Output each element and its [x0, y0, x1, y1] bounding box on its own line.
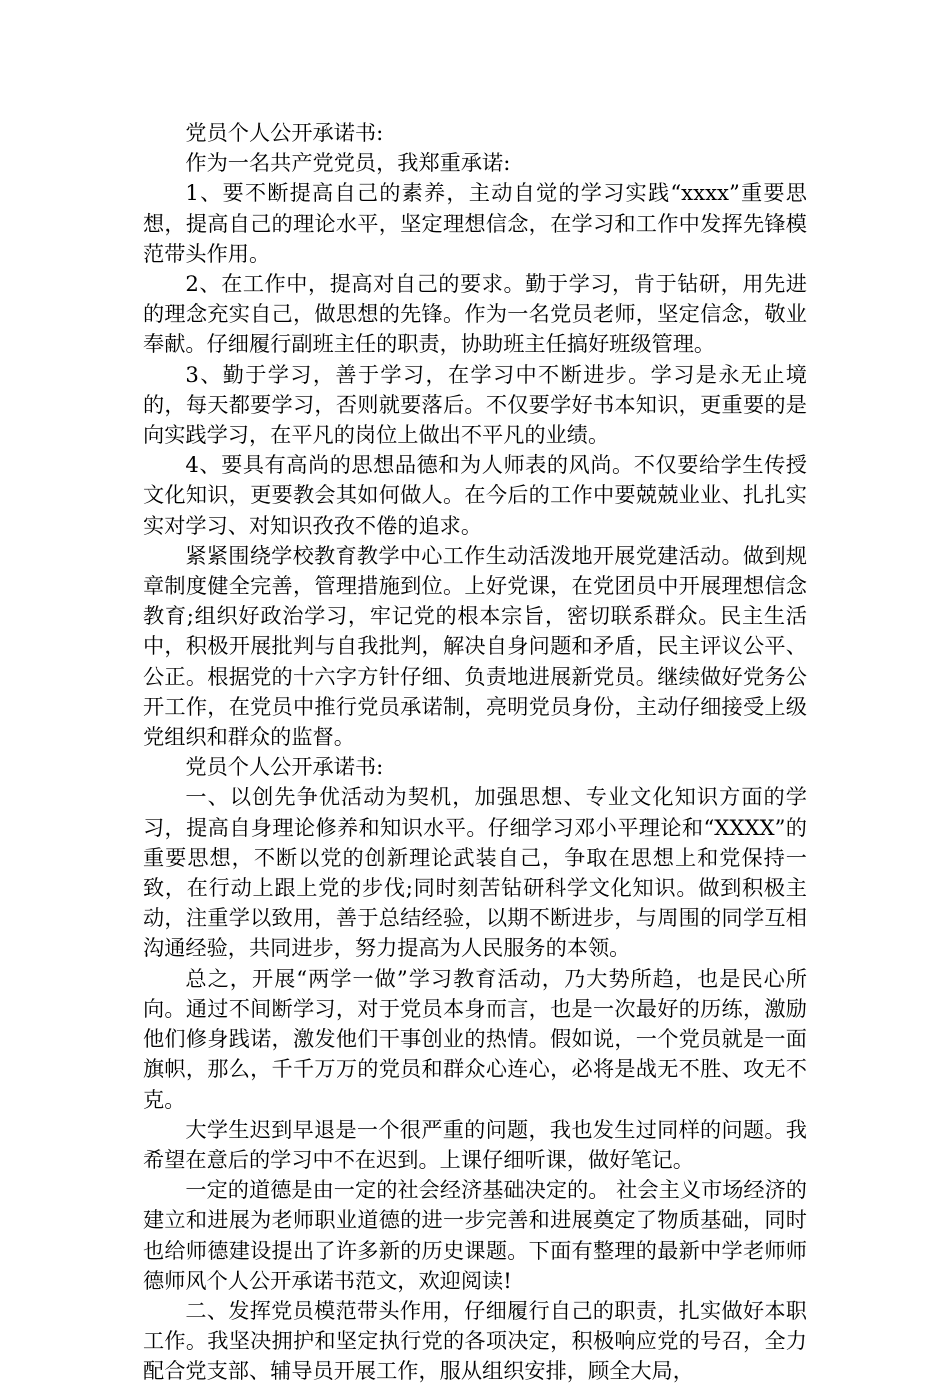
heading-paragraph: 党员个人公开承诺书:	[185, 754, 384, 780]
paragraph: 2、在工作中，提高对自己的要求。勤于学习，肯于钻研，用先进的理念充实自己，做思想的先锋。作为一名党员老师，坚定信念，敬业奉献。仔细履行副班主任的职责，协助班主任搞好班级管理。	[143, 271, 807, 357]
paragraph: 一定的道德是由一定的社会经济基础决定的。 社会主义市场经济的建立和进展为老师职业道德的进一步完善和进展奠定了物质基础，同时也给师德建设提出了许多新的历史课题。下面有整理的最新中学老师师德师风个人公开承诺书范文，欢迎阅读!	[143, 1177, 807, 1293]
paragraph: 二、发挥党员模范带头作用，仔细履行自己的职责，扎实做好本职工作。我坚决拥护和坚定执行党的各项决定，积极响应党的号召，全力配合党支部、辅导员开展工作，服从组织安排，顾全大局，	[143, 1297, 807, 1384]
paragraph: 作为一名共产党党员，我郑重承诺:	[185, 150, 511, 176]
paragraph: 紧紧围绕学校教育教学中心工作生动活泼地开展党建活动。做到规章制度健全完善，管理措施到位。上好党课，在党团员中开展理想信念教育;组织好政治学习，牢记党的根本宗旨，密切联系群众。民主生活中，积极开展批判与自我批判，解决自身问题和矛盾，民主评议公平、公正。根据党的十六字方针仔细、负责地进展新党员。继续做好党务公开工作，在党员中推行党员承诺制，亮明党员身份，主动仔细接受上级党组织和群众的监督。	[143, 542, 807, 750]
paragraph: 3、勤于学习，善于学习，在学习中不断进步。学习是永无止境的，每天都要学习，否则就要落后。不仅要学好书本知识，更重要的是向实践学习，在平凡的岗位上做出不平凡的业绩。	[143, 361, 807, 448]
paragraph: 总之，开展“两学一做”学习教育活动，乃大势所趋，也是民心所向。通过不间断学习，对于党员本身而言，也是一次最好的历练，激励他们修身践诺，激发他们干事创业的热情。假如说，一个党员就是一面旗帜，那么，千千万万的党员和群众心连心，必将是战无不胜、攻无不克。	[143, 965, 807, 1112]
paragraph: 大学生迟到早退是一个很严重的问题，我也发生过同样的问题。我希望在意后的学习中不在迟到。上课仔细听课，做好笔记。	[143, 1116, 807, 1172]
paragraph: 一、以创先争优活动为契机，加强思想、专业文化知识方面的学习，提高自身理论修养和知识水平。仔细学习邓小平理论和“XXXX”的重要思想，不断以党的创新理论武装自己，争取在思想上和党保持一致，在行动上跟上党的步伐;同时刻苦钻研科学文化知识。做到积极主动，注重学以致用，善于总结经验，以期不断进步，与周围的同学互相沟通经验，共同进步，努力提高为人民服务的本领。	[143, 784, 807, 961]
paragraph: 4、要具有高尚的思想品德和为人师表的风尚。不仅要给学生传授文化知识，更要教会其如何做人。在今后的工作中要兢兢业业、扎扎实实对学习、对知识孜孜不倦的追求。	[143, 452, 807, 538]
document-body	[143, 118, 807, 1387]
paragraph: 1、要不断提高自己的素养，主动自觉的学习实践“xxxx”重要思想，提高自己的理论水平，坚定理想信念，在学习和工作中发挥先锋模范带头作用。	[143, 180, 807, 266]
heading-paragraph: 党员个人公开承诺书:	[185, 120, 384, 145]
